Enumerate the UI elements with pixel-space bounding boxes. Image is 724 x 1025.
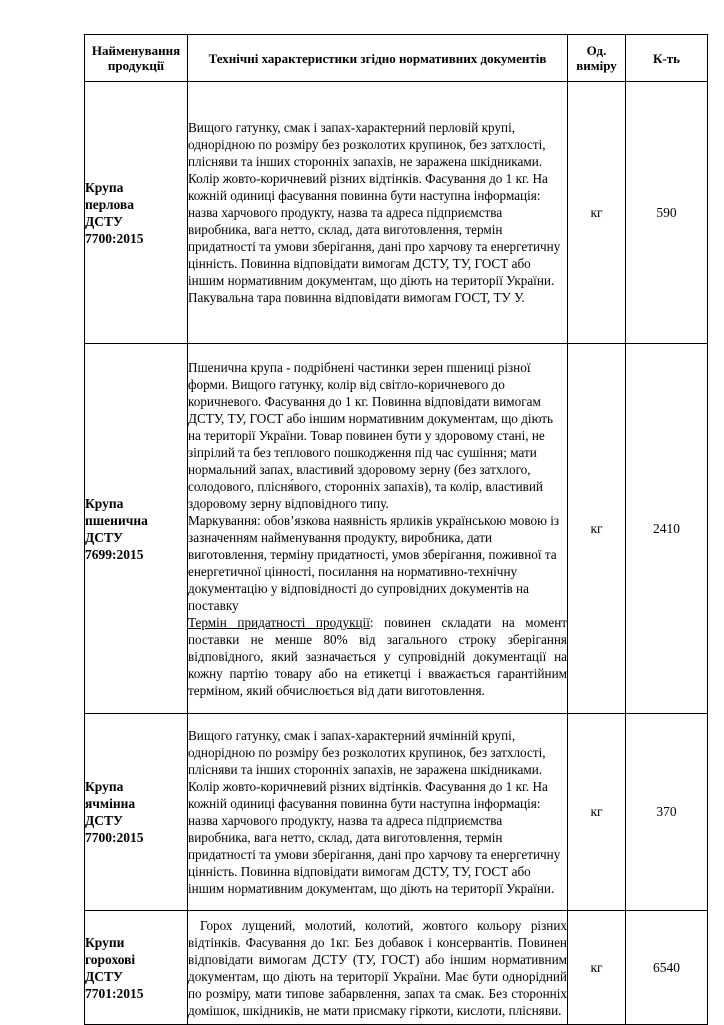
labeling-paragraph: Маркування: обов’язкова наявність ярликів українською мовою із зазначенням найменування продукту, виробника, дати виготовлення, терміну придатності, умов зберігання, поживної та енергетичної цінності, посилання на нормативно-технічну документацію у відповідності до супровідних документів на поставку (188, 512, 560, 613)
unit-cell: кг (568, 911, 626, 1025)
spec-paragraph: Вищого гатунку, смак і запах-характерний перловій крупі, однорідною по розміру без розколотих крупинок, без затхлості, плісняви та інших сторонніх запахів, не заражена шкідниками. Колір жовто-коричневий різних відтінків. Фасування до 1 кг. На кожній одиниці фасування повинна бути наступна інформація: назва харчового продукту, назва та адреса підприємства виробника, вага нетто, склад, дата виготовлення, термін придатності та умови зберігання, дані про харчову та енергетичну цінність. Повинна відповідати вимогам ДСТУ, ТУ, ГОСТ або іншим нормативним документам, що діють на території України. Пакувальна тара повинна відповідати вимогам ГОСТ, ТУ У. (188, 120, 561, 305)
spec-paragraph: Горох лущений, молотий, колотий, жовтого кольору різних відтінків. Фасування до 1кг. Без добавок і консервантів. Повинен відповідати вимогам ДСТУ (ТУ, ГОСТ) або іншим нормативним документам, що діють на території України. Має бути однорідний по розміру, мати типове забарвлення, запах та смак. Без сторонніх домішок, шкідників, не мати присмаку гіркоти, кислоти, плісняви. (188, 917, 567, 1018)
table-row (85, 82, 708, 344)
spec-paragraph: Пшенична крупа - подрібнені частинки зерен пшениці різної форми. Вищого гатунку, колір від світло-коричневого до коричневого. Фасування до 1 кг. Повинна відповідати вимогам ДСТУ, ТУ, ГОСТ або іншим нормативним документам, що діють на території України. Товар повинен бути у здоровому стані, не зіпрілий та без теплового пошкодження під час сушіння; мати нормальний запах, властивий здоровому зерну (без затхлого, солодового, плісня́вого, сторонніх запахів), та колір, властивий здоровому зерну відповідного типу. (188, 359, 554, 511)
product-name-line: Крупа (85, 179, 124, 195)
product-name-line: 7701:2015 (85, 985, 144, 1001)
header-unit: Од. виміру (568, 35, 626, 82)
spec-paragraph: Вищого гатунку, смак і запах-характерний ячмінній крупі, однорідною по розміру без розколотих крупинок, без затхлості, плісняви та інших сторонніх запахів, не заражена шкідниками. Колір жовто-коричневий різних відтінків. Фасування до 1 кг. На кожній одиниці фасування повинна бути наступна інформація: назва харчового продукту, назва та адреса підприємства виробника, вага нетто, склад, дата виготовлення, термін придатності та умови зберігання, дані про харчову та енергетичну цінність. Повинна відповідати вимогам ДСТУ, ТУ, ГОСТ або іншим нормативним документам, що діють на території України. (188, 728, 561, 896)
quantity-cell: 590 (626, 82, 708, 344)
product-name-line: ДСТУ (85, 813, 123, 828)
product-name-line: перлова (85, 196, 134, 212)
spec-cell (188, 714, 568, 911)
shelf-life-text: : повинен складати на момент поставки не менше 80% від загального строку зберігання відповідного, який зазначається у супровідній документації на кожну партію товару або на етикетці і вважається гарантійним терміном, який обчислюється від дати виготовлення. (188, 614, 568, 698)
product-name-line: ДСТУ (85, 529, 123, 545)
shelf-life-label: Термін придатності продукції (188, 614, 370, 630)
product-name-cell (85, 714, 188, 911)
product-name-line: Крупа (85, 495, 124, 511)
product-name-line: ДСТУ (85, 213, 123, 229)
unit-cell: кг (568, 82, 626, 344)
product-name-line: ячмінна (85, 796, 136, 811)
spec-cell (188, 911, 568, 1025)
header-quantity: К-ть (626, 35, 708, 82)
quantity-cell: 370 (626, 714, 708, 911)
table-row (85, 911, 708, 1025)
product-name-line: 7699:2015 (85, 546, 144, 562)
product-name-line: горохові (85, 951, 136, 967)
table-header-row (85, 35, 708, 82)
table-row (85, 714, 708, 911)
product-name-cell (85, 911, 188, 1025)
product-name-cell (85, 82, 188, 344)
unit-cell: кг (568, 344, 626, 714)
shelf-life-paragraph (188, 614, 567, 699)
spec-cell (188, 82, 568, 344)
product-spec-table (84, 34, 708, 1025)
product-name-line: Крупа (85, 779, 124, 794)
quantity-cell: 6540 (626, 911, 708, 1025)
table-row (85, 344, 708, 714)
quantity-cell: 2410 (626, 344, 708, 714)
header-technical-specs: Технічні характеристики згідно нормативних документів (188, 35, 568, 82)
product-name-line: Крупи (85, 934, 125, 950)
product-name-cell (85, 344, 188, 714)
product-name-line: 7700:2015 (85, 830, 144, 845)
product-name-line: ДСТУ (85, 968, 123, 984)
product-name-line: 7700:2015 (85, 230, 144, 246)
product-name-line: пшенична (85, 512, 148, 528)
header-product-name: Найменування продукції (85, 35, 188, 82)
spec-cell (188, 344, 568, 714)
unit-cell: кг (568, 714, 626, 911)
